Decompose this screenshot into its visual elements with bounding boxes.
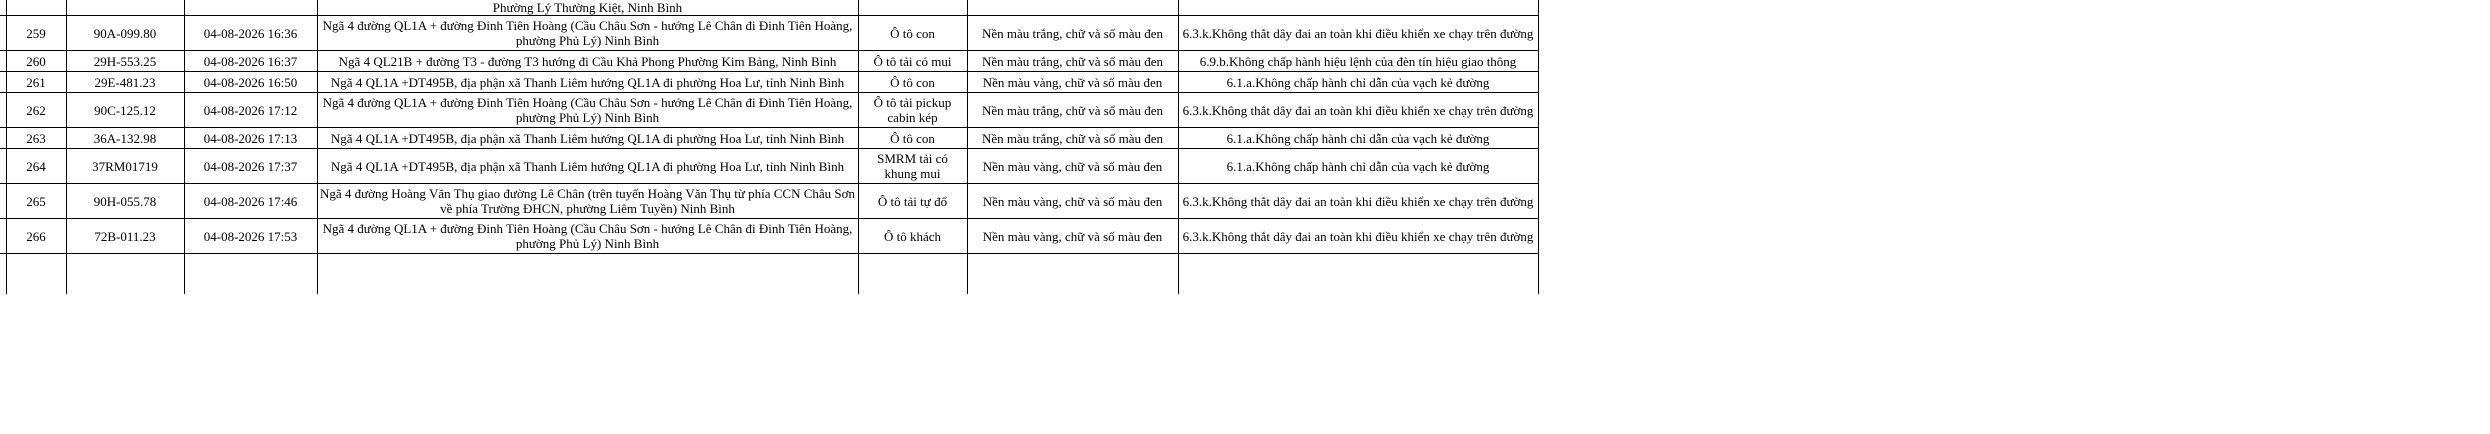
cell-vehicle[interactable]	[858, 0, 967, 16]
cell-time[interactable]: 04-08-2026 17:46	[184, 184, 317, 219]
cell-time[interactable]: 04-08-2026 17:53	[184, 219, 317, 254]
cell-plate[interactable]: 36A-132.98	[66, 128, 184, 149]
table-row	[0, 128, 1538, 149]
cell-stt[interactable]: 261	[6, 72, 66, 93]
cell-plate[interactable]	[66, 254, 184, 295]
cell-location[interactable]: Ngã 4 QL1A +DT495B, địa phận xã Thanh Liêm hướng QL1A đi phường Hoa Lư, tỉnh Ninh Bình	[317, 149, 858, 184]
cell-plate[interactable]: 90H-055.78	[66, 184, 184, 219]
cell-violation[interactable]: 6.1.a.Không chấp hành chỉ dẫn của vạch kẻ đường	[1178, 128, 1538, 149]
cell-vehicle[interactable]	[858, 254, 967, 295]
cell-plate-color[interactable]	[967, 0, 1178, 16]
cell-location[interactable]	[317, 254, 858, 295]
cell-location[interactable]: Ngã 4 đường QL1A + đường Đinh Tiên Hoàng (Cầu Châu Sơn - hướng Lê Chân đi Đinh Tiên Hoàng, phường Phủ Lý) Ninh Bình	[317, 219, 858, 254]
cell-stt[interactable]: 263	[6, 128, 66, 149]
cell-vehicle[interactable]: Ô tô con	[858, 16, 967, 51]
cell-vehicle[interactable]: Ô tô con	[858, 128, 967, 149]
cell-vehicle[interactable]: Ô tô khách	[858, 219, 967, 254]
cell-stt[interactable]: 264	[6, 149, 66, 184]
cell-plate-color[interactable]: Nền màu trắng, chữ và số màu đen	[967, 93, 1178, 128]
cell-vehicle[interactable]: SMRM tải có khung mui	[858, 149, 967, 184]
cell-plate[interactable]: 72B-011.23	[66, 219, 184, 254]
cell-stt[interactable]: 260	[6, 51, 66, 72]
cell-location[interactable]: Phường Lý Thường Kiệt, Ninh Bình	[317, 0, 858, 16]
cell-plate-color[interactable]: Nền màu vàng, chữ và số màu đen	[967, 184, 1178, 219]
cell-time[interactable]: 04-08-2026 16:37	[184, 51, 317, 72]
cell-location[interactable]: Ngã 4 đường QL1A + đường Đinh Tiên Hoàng (Cầu Châu Sơn - hướng Lê Chân đi Đinh Tiên Hoàng, phường Phủ Lý) Ninh Bình	[317, 16, 858, 51]
table-row	[0, 184, 1538, 219]
cell-location[interactable]: Ngã 4 QL1A +DT495B, địa phận xã Thanh Liêm hướng QL1A đi phường Hoa Lư, tỉnh Ninh Bình	[317, 128, 858, 149]
cell-violation[interactable]	[1178, 0, 1538, 16]
cell-violation[interactable]: 6.3.k.Không thắt dây đai an toàn khi điều khiển xe chạy trên đường	[1178, 16, 1538, 51]
cell-location[interactable]: Ngã 4 đường Hoàng Văn Thụ giao đường Lê Chân (trên tuyến Hoàng Văn Thụ từ phía CCN Châu Sơn về phía Trường ĐHCN, phường Liêm Tuyền) Ninh Bình	[317, 184, 858, 219]
cell-time[interactable]: 04-08-2026 17:37	[184, 149, 317, 184]
cell-vehicle[interactable]: Ô tô tải có mui	[858, 51, 967, 72]
cell-plate-color[interactable]: Nền màu vàng, chữ và số màu đen	[967, 149, 1178, 184]
table-row	[0, 16, 1538, 51]
cell-plate[interactable]: 90A-099.80	[66, 16, 184, 51]
cell-time[interactable]: 04-08-2026 17:12	[184, 93, 317, 128]
cell-plate[interactable]: 90C-125.12	[66, 93, 184, 128]
cell-plate-color[interactable]: Nền màu trắng, chữ và số màu đen	[967, 51, 1178, 72]
cell-vehicle[interactable]: Ô tô tải tự đổ	[858, 184, 967, 219]
cell-stt[interactable]	[6, 0, 66, 16]
cell-time[interactable]: 04-08-2026 16:50	[184, 72, 317, 93]
cell-plate-color[interactable]	[967, 254, 1178, 295]
cell-stt[interactable]: 265	[6, 184, 66, 219]
cell-violation[interactable]: 6.9.b.Không chấp hành hiệu lệnh của đèn tín hiệu giao thông	[1178, 51, 1538, 72]
table-row	[0, 219, 1538, 254]
cell-plate[interactable]: 37RM01719	[66, 149, 184, 184]
cell-violation[interactable]: 6.3.k.Không thắt dây đai an toàn khi điều khiển xe chạy trên đường	[1178, 93, 1538, 128]
cell-stt[interactable]	[6, 254, 66, 295]
cell-location[interactable]: Ngã 4 QL21B + đường T3 - đường T3 hướng đi Cầu Khả Phong Phường Kim Bảng, Ninh Bình	[317, 51, 858, 72]
cell-violation[interactable]	[1178, 254, 1538, 295]
cell-plate-color[interactable]: Nền màu trắng, chữ và số màu đen	[967, 128, 1178, 149]
cell-plate-color[interactable]: Nền màu vàng, chữ và số màu đen	[967, 72, 1178, 93]
cell-violation[interactable]: 6.1.a.Không chấp hành chỉ dẫn của vạch kẻ đường	[1178, 149, 1538, 184]
table-row	[0, 254, 1538, 295]
cell-violation[interactable]: 6.3.k.Không thắt dây đai an toàn khi điều khiển xe chạy trên đường	[1178, 184, 1538, 219]
cell-stt[interactable]: 266	[6, 219, 66, 254]
cell-time[interactable]: 04-08-2026 17:13	[184, 128, 317, 149]
cell-vehicle[interactable]: Ô tô tải pickup cabin kép	[858, 93, 967, 128]
table-row	[0, 93, 1538, 128]
table-row	[0, 51, 1538, 72]
cell-plate[interactable]: 29E-481.23	[66, 72, 184, 93]
cell-time[interactable]: 04-08-2026 16:36	[184, 16, 317, 51]
cell-time[interactable]	[184, 0, 317, 16]
cell-plate-color[interactable]: Nền màu vàng, chữ và số màu đen	[967, 219, 1178, 254]
table-row	[0, 0, 1538, 16]
cell-plate[interactable]: 29H-553.25	[66, 51, 184, 72]
cell-plate-color[interactable]: Nền màu trắng, chữ và số màu đen	[967, 16, 1178, 51]
cell-violation[interactable]: 6.1.a.Không chấp hành chỉ dẫn của vạch kẻ đường	[1178, 72, 1538, 93]
cell-location[interactable]: Ngã 4 QL1A +DT495B, địa phận xã Thanh Liêm hướng QL1A đi phường Hoa Lư, tỉnh Ninh Bình	[317, 72, 858, 93]
violations-table	[0, 0, 1539, 294]
cell-plate[interactable]	[66, 0, 184, 16]
cell-stt[interactable]: 259	[6, 16, 66, 51]
cell-stt[interactable]: 262	[6, 93, 66, 128]
cell-violation[interactable]: 6.3.k.Không thắt dây đai an toàn khi điều khiển xe chạy trên đường	[1178, 219, 1538, 254]
table-row	[0, 72, 1538, 93]
cell-location[interactable]: Ngã 4 đường QL1A + đường Đinh Tiên Hoàng (Cầu Châu Sơn - hướng Lê Chân đi Đinh Tiên Hoàng, phường Phủ Lý) Ninh Bình	[317, 93, 858, 128]
cell-time[interactable]	[184, 254, 317, 295]
cell-vehicle[interactable]: Ô tô con	[858, 72, 967, 93]
table-row	[0, 149, 1538, 184]
